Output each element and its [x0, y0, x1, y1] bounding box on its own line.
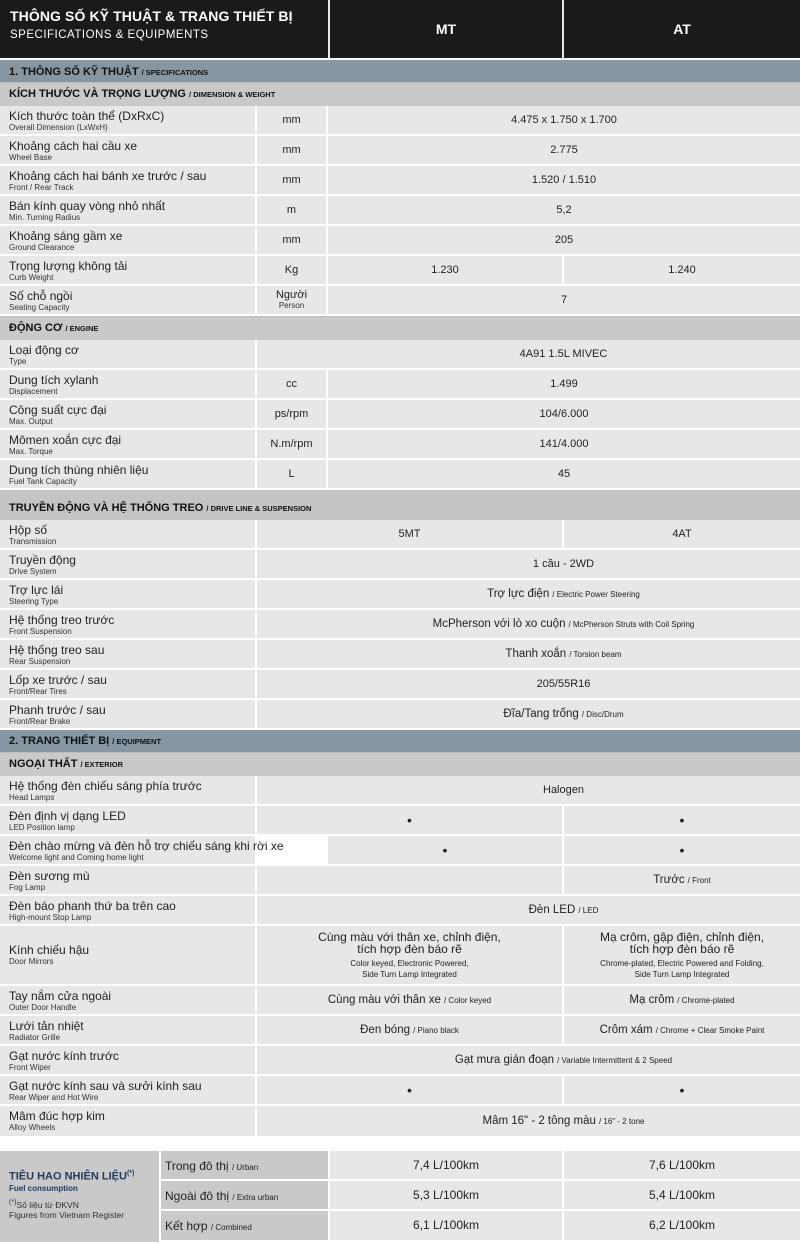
label-vn: Mâm đúc hợp kim [9, 1109, 105, 1123]
mt-value: 5MT [257, 520, 562, 548]
label-vn: Kính chiếu hậu [9, 943, 90, 957]
mt-value [257, 986, 562, 1014]
at-dot: • [564, 806, 800, 834]
mt-value: 6,1 L/100km [330, 1211, 562, 1240]
text: Crôm xám [599, 1024, 653, 1036]
text: Fuel consumption [9, 1183, 78, 1193]
label-vn: Đèn chào mừng và đèn hỗ trợ chiếu sáng khi rời xe [9, 839, 284, 853]
row-label [0, 670, 255, 698]
spec-row [0, 460, 800, 490]
label-en: Outer Door Handle [9, 1003, 77, 1012]
text: / 16" - 2 tone [598, 1117, 645, 1126]
value-cell: 205/55R16 [257, 670, 800, 698]
spec-row [0, 610, 800, 640]
value-cell [257, 896, 800, 924]
spec-row [0, 896, 800, 926]
text: / Urban [231, 1163, 259, 1172]
label-en: Min. Turning Radius [9, 213, 81, 222]
at-value [564, 1016, 800, 1044]
label-en: Displacement [9, 387, 58, 396]
text: Mạ crôm, gập điện, chỉnh điện, [599, 929, 765, 944]
text [9, 758, 123, 770]
text: / LED [578, 906, 599, 915]
row-label [0, 550, 255, 578]
row-label [0, 866, 255, 894]
text: tích hợp đèn báo rẽ [629, 941, 735, 956]
text: / EQUIPMENT [112, 737, 162, 746]
text: Side Turn Lamp Integrated [362, 969, 457, 979]
text: / DRIVE LINE & SUSPENSION [206, 504, 312, 513]
text: Mạ crôm [629, 994, 675, 1006]
label-en: Welcome light and Coming home light [9, 853, 144, 862]
unit-cell: ps/rpm [257, 400, 326, 428]
text: / Combined [210, 1223, 252, 1232]
text: / SPECIFICATIONS [141, 68, 209, 77]
label-vn: Loại động cơ [9, 343, 79, 357]
label-vn: Gạt nước kính trước [9, 1049, 119, 1063]
text: Color keyed, Electronic Powered, [350, 958, 469, 968]
row-label [0, 926, 255, 984]
value-cell [257, 610, 800, 638]
row-label [0, 610, 255, 638]
text: Figures from Vietnam Register [9, 1210, 125, 1221]
label-vn: Tay nắm cửa ngoài [9, 989, 112, 1003]
label-en: Front Wiper [9, 1063, 51, 1072]
label-vn: Gạt nước kính sau và sưởi kính sau [9, 1079, 202, 1093]
label-vn: Bán kính quay vòng nhỏ nhất [9, 199, 166, 213]
row-label [0, 400, 255, 428]
fuel-row [0, 1211, 800, 1242]
unit-cell: L [257, 460, 326, 488]
spec-row [0, 670, 800, 700]
label-vn: Dung tích xylanh [9, 373, 99, 387]
subsection-title [9, 88, 275, 100]
label-vn: Trọng lượng không tải [9, 259, 128, 273]
row-label [0, 1016, 255, 1044]
subsection-engine [0, 316, 800, 340]
at-value: 1.240 [564, 256, 800, 284]
text: (*) [126, 1170, 135, 1177]
value-cell: 45 [328, 460, 800, 488]
spec-row [0, 256, 800, 286]
label-vn: Kích thước toàn thể (DxRxC) [9, 109, 165, 123]
label-en: Radiator Grille [9, 1033, 61, 1042]
label-en: Front/Rear Brake [9, 717, 71, 726]
spec-row [0, 776, 800, 806]
value-cell: 4.475 x 1.750 x 1.700 [328, 106, 800, 134]
value-cell: 1.520 / 1.510 [328, 166, 800, 194]
subsection-driveline [0, 490, 800, 520]
spec-row [0, 370, 800, 400]
header-col-mt: MT [435, 21, 457, 37]
label-vn: Công suất cực đại [9, 403, 107, 417]
text: Đĩa/Tang trống [503, 708, 579, 720]
row-label [0, 370, 255, 398]
text: tích hợp đèn báo rẽ [357, 941, 462, 956]
row-label [0, 256, 255, 284]
label-vn: Đèn sương mù [9, 869, 90, 883]
text: / EXTERIOR [80, 760, 124, 769]
label-en: Overall Dimension (LxWxH) [9, 123, 108, 132]
text: / Torsion beam [569, 650, 622, 659]
text [9, 735, 161, 747]
row-label [0, 986, 255, 1014]
mt-value: 5,3 L/100km [330, 1181, 562, 1209]
spec-row [0, 550, 800, 580]
label-vn: Khoảng cách hai cầu xe [9, 139, 138, 153]
label-en: Ground Clearance [9, 243, 75, 252]
label-en: Front Suspension [9, 627, 72, 636]
row-label [0, 286, 255, 314]
label-vn: Khoảng sáng gầm xe [9, 229, 123, 243]
text: 1. THÔNG SỐ KỸ THUẬT [9, 66, 139, 78]
text: Trước [653, 874, 685, 886]
text: Kết hợp [165, 1219, 208, 1233]
at-value: 6,2 L/100km [564, 1211, 800, 1240]
label-en: Drive System [9, 567, 57, 576]
section-title [9, 66, 208, 78]
label-en: Front/Rear Tires [9, 687, 67, 696]
text: Side Turn Lamp Integrated [634, 969, 730, 979]
spec-row [0, 1106, 800, 1138]
at-dot: • [564, 1076, 800, 1104]
text: NGOẠI THẤT [9, 758, 78, 770]
label-vn: Trợ lực lái [9, 583, 64, 597]
spec-row [0, 986, 800, 1016]
spec-row [0, 700, 800, 730]
spec-row [0, 580, 800, 610]
text: / ENGINE [65, 324, 99, 333]
label-vn: Lưới tản nhiệt [9, 1019, 84, 1033]
text: Ngoài đô thị [165, 1189, 230, 1203]
row-label [0, 700, 255, 728]
row-label [0, 580, 255, 608]
row-label [0, 520, 255, 548]
label-en: Door Mirrors [9, 957, 54, 966]
label-vn: Đèn báo phanh thứ ba trên cao [9, 899, 176, 913]
at-value [564, 866, 800, 894]
header-subtitle: SPECIFICATIONS & EQUIPMENTS [10, 29, 209, 41]
text: TRUYỀN ĐỘNG VÀ HỆ THỐNG TREO [9, 502, 204, 514]
value-cell [257, 1106, 800, 1136]
value-cell: 2.775 [328, 136, 800, 164]
unit-cell: mm [257, 106, 326, 134]
unit-cell: mm [257, 226, 326, 254]
label-vn: Hệ thống đèn chiếu sáng phía trước [9, 779, 202, 793]
text: Trợ lực điện [487, 588, 550, 600]
text: / Chrome-plated [677, 996, 735, 1005]
text: / McPherson Struts with Coil Spring [568, 620, 695, 629]
row-label [0, 166, 255, 194]
text: KÍCH THƯỚC VÀ TRỌNG LƯỢNG [9, 88, 186, 100]
value-cell [257, 700, 800, 728]
row-label [0, 106, 255, 134]
text [9, 322, 98, 334]
row-label [0, 340, 255, 368]
text: / Disc/Drum [581, 710, 624, 719]
label-en: Rear Suspension [9, 657, 71, 666]
spec-row [0, 340, 800, 370]
text: TIÊU HAO NHIÊN LIỆU [9, 1170, 127, 1183]
label-vn: Dung tích thùng nhiên liệu [9, 463, 149, 477]
label-en: Steering Type [9, 597, 59, 606]
spec-row [0, 136, 800, 166]
spec-row [0, 196, 800, 226]
value-cell: 1.499 [328, 370, 800, 398]
spec-row [0, 926, 800, 986]
row-label [0, 896, 255, 924]
label-vn: Hệ thống treo sau [9, 643, 105, 657]
spec-row [0, 640, 800, 670]
value-cell: 104/6.000 [328, 400, 800, 428]
row-label [0, 776, 255, 804]
spec-row [0, 286, 800, 316]
mt-dot: • [257, 806, 562, 834]
unit-cell: N.m/rpm [257, 430, 326, 458]
spec-row [0, 1016, 800, 1046]
text: Thanh xoắn [505, 648, 567, 660]
fuel-row [0, 1151, 800, 1181]
spec-row [0, 806, 800, 836]
value-cell: 7 [328, 286, 800, 314]
value-cell [257, 640, 800, 668]
text: / Extra urban [232, 1193, 279, 1202]
label-en: High-mount Stop Lamp [9, 913, 92, 922]
header-title: THÔNG SỐ KỸ THUẬT & TRANG THIẾT BỊ [10, 8, 293, 24]
text: Đen bóng [360, 1024, 410, 1036]
label-en: Max. Output [9, 417, 53, 426]
label-vn: Mômen xoắn cực đại [9, 433, 122, 447]
row-label [0, 460, 255, 488]
label-vn: Khoảng cách hai bánh xe trước / sau [9, 169, 207, 183]
value-cell: 4A91 1.5L MIVEC [257, 340, 800, 368]
at-value [564, 986, 800, 1014]
at-value: 4AT [564, 520, 800, 548]
label-en: Head Lamps [9, 793, 55, 802]
mt-value [257, 1016, 562, 1044]
text: / Front [687, 876, 711, 885]
row-label [0, 136, 255, 164]
label-en: LED Position lamp [9, 823, 75, 832]
text: / Color keyed [443, 996, 492, 1005]
spec-row [0, 866, 800, 896]
label-en: Seating Capacity [9, 303, 70, 312]
spec-row [0, 400, 800, 430]
text: Người [275, 289, 308, 301]
value-cell: 5,2 [328, 196, 800, 224]
row-label [0, 836, 284, 864]
header-title-cell [0, 0, 328, 58]
value-cell [257, 580, 800, 608]
mt-dot: • [257, 1076, 562, 1104]
spec-row [0, 1046, 800, 1076]
label-vn: Hộp số [9, 523, 48, 537]
unit-cell: Kg [257, 256, 326, 284]
spec-header [0, 0, 800, 58]
value-cell: 141/4.000 [328, 430, 800, 458]
label-vn: Số chỗ ngồi [9, 289, 73, 303]
text: Cùng màu với thân xe [327, 994, 441, 1006]
unit-cell: m [257, 196, 326, 224]
text: ĐỘNG CƠ [9, 322, 63, 334]
text: Mâm 16" - 2 tông màu [482, 1115, 596, 1127]
text: / Variable Intermittent & 2 Speed [557, 1056, 673, 1065]
header-col-at: AT [673, 21, 691, 37]
spec-row [0, 836, 800, 866]
label-en: Curb Weight [9, 273, 54, 282]
mt-dot: • [328, 836, 562, 864]
value-cell: Halogen [257, 776, 800, 804]
row-label [0, 430, 255, 458]
spec-row [0, 520, 800, 550]
value-cell: 1 cầu - 2WD [257, 550, 800, 578]
section-specifications [0, 60, 800, 82]
subsection-dimension [0, 82, 800, 106]
label-vn: Đèn định vị dạng LED [9, 809, 126, 823]
label-en: Person [278, 301, 305, 310]
at-value: 5,4 L/100km [564, 1181, 800, 1209]
row-label [0, 806, 255, 834]
text: Cùng màu với thân xe, chỉnh điện, [318, 929, 501, 944]
unit-cell [257, 286, 326, 314]
text: Gạt mưa gián đoạn [454, 1054, 555, 1066]
row-label [0, 196, 255, 224]
fuel-consumption-table [0, 1151, 800, 1244]
mt-value [257, 926, 562, 984]
label-vn: Phanh trước / sau [9, 703, 106, 717]
label-en: Wheel Base [9, 153, 53, 162]
at-value: 7,6 L/100km [564, 1151, 800, 1179]
text: Đèn LED [528, 904, 576, 916]
spec-row [0, 166, 800, 196]
label-vn: Hệ thống treo trước [9, 613, 115, 627]
text: McPherson với lò xo cuộn [432, 618, 566, 630]
label-en: Max. Torque [9, 447, 53, 456]
text: Trong đô thị [165, 1159, 229, 1173]
spec-row [0, 430, 800, 460]
row-label [0, 1106, 255, 1136]
spec-row [0, 226, 800, 256]
text: / Chrome + Clear Smoke Paint [655, 1026, 765, 1035]
label-en: Rear Wiper and Hot Wire [9, 1093, 99, 1102]
value-cell: 205 [328, 226, 800, 254]
spec-row [0, 1076, 800, 1106]
row-label [0, 226, 255, 254]
unit-cell: mm [257, 136, 326, 164]
text: / Electric Power Steering [552, 590, 640, 599]
row-label [0, 1076, 255, 1104]
text: / DIMENSION & WEIGHT [189, 90, 276, 99]
text: (*) [9, 1197, 17, 1206]
unit-cell: mm [257, 166, 326, 194]
label-en: Transmission [9, 537, 57, 546]
text: / Piano black [413, 1026, 459, 1035]
label-en: Fog Lamp [9, 883, 46, 892]
at-dot: • [564, 836, 800, 864]
label-en: Front / Rear Track [9, 183, 74, 192]
label-vn: Lốp xe trước / sau [9, 673, 107, 687]
text: 2. TRANG THIẾT BỊ [9, 735, 110, 747]
fuel-row [0, 1181, 800, 1211]
value-cell [257, 1046, 800, 1074]
text [9, 502, 311, 514]
mt-value: 7,4 L/100km [330, 1151, 562, 1179]
label-vn: Truyền động [9, 553, 76, 567]
subsection-exterior [0, 752, 800, 776]
label-en: Fuel Tank Capacity [9, 477, 77, 486]
row-label [0, 1046, 255, 1074]
spec-row [0, 106, 800, 136]
mt-value: 1.230 [328, 256, 562, 284]
at-value [564, 926, 800, 984]
label-en: Type [9, 357, 27, 366]
unit-cell: cc [257, 370, 326, 398]
row-label [0, 640, 255, 668]
text: Chrome-plated, Electric Powered and Folding, [600, 958, 764, 968]
mt-value [257, 866, 562, 894]
text: Số liệu từ ĐKVN [16, 1199, 79, 1210]
section-equipment [0, 730, 800, 752]
label-en: Alloy Wheels [9, 1123, 56, 1132]
